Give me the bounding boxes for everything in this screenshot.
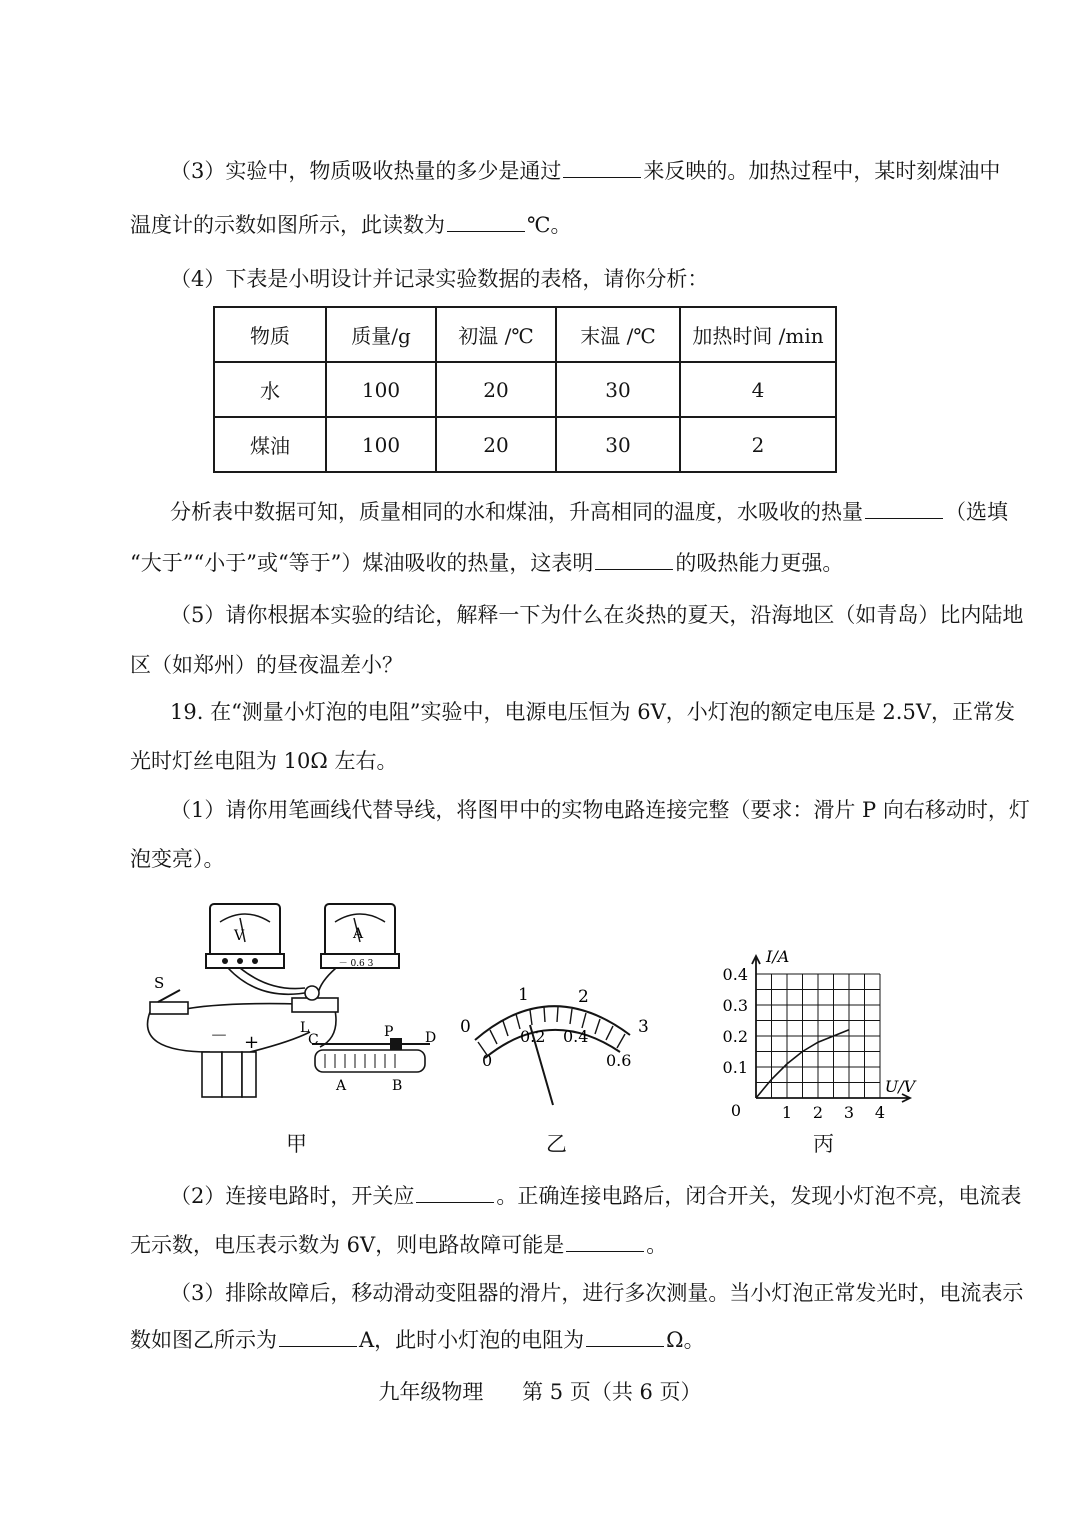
q19-p2-line1 [170, 1181, 1021, 1211]
rheostat-a-label: A [336, 1078, 347, 1094]
chart-y-tick-label: 0.1 [722, 1058, 748, 1077]
outer-scale-0: 0 [460, 1017, 471, 1037]
slider-label: P [384, 1024, 394, 1040]
q19-p3-text-b: 数如图乙所示为 [130, 1328, 277, 1352]
q18-p3-text-d: ℃。 [527, 213, 572, 237]
q18-p4-intro [170, 264, 708, 294]
table-cell: 4 [680, 362, 836, 417]
chart-grid [756, 974, 880, 1098]
q18-analysis-blank-2[interactable] [595, 549, 673, 570]
figure-jia-circuit [140, 892, 460, 1122]
battery-plus: + [244, 1032, 260, 1053]
figure-jia-label: 甲 [286, 1132, 307, 1156]
rheostat-b-label: B [392, 1078, 403, 1094]
q19-p2-text-c: 无示数，电压表示数为 6V，则电路故障可能是 [130, 1233, 565, 1257]
figure-yi-dial [450, 980, 660, 1130]
q19-intro-text-b: 光时灯丝电阻为 10Ω 左右。 [130, 749, 398, 773]
table-cell: 20 [436, 417, 556, 472]
inner-scale-0: 0 [482, 1051, 493, 1070]
figure-bing-label: 丙 [813, 1132, 834, 1156]
footer-subject: 九年级物理 [378, 1380, 484, 1404]
data-table [213, 306, 837, 473]
table-row [214, 417, 836, 472]
chart-x-axis-label: U/V [884, 1077, 916, 1096]
q18-p3-line1 [170, 156, 1000, 186]
q18-p5-text-b: 区（如郑州）的昼夜温差小？ [130, 653, 403, 677]
table-header-row [214, 307, 836, 362]
q18-p3-text-b: 来反映的。加热过程中，某时刻煤油中 [643, 159, 1001, 183]
q19-p3-text-a: （3）排除故障后，移动滑动变阻器的滑片，进行多次测量。当小灯泡正常发光时，电流表示 [170, 1281, 1024, 1305]
q18-analysis-blank-1[interactable] [865, 498, 943, 519]
q18-analysis-line2 [130, 548, 843, 578]
q18-p5-text-a: （5）请你根据本实验的结论，解释一下为什么在炎热的夏天，沿海地区（如青岛）比内陆地 [170, 603, 1024, 627]
q18-analysis-line1 [170, 497, 1008, 527]
outer-scale-3: 3 [638, 1017, 649, 1037]
table-cell: 30 [556, 417, 680, 472]
q19-p2-blank-1[interactable] [416, 1182, 494, 1203]
chart-y-tick-label: 0.4 [722, 965, 748, 984]
chart-y-tick-label: 0.3 [722, 996, 748, 1015]
q18-p3-blank-1[interactable] [563, 157, 641, 178]
voltmeter-label: V [233, 928, 245, 944]
chart-y-tick-label: 0.2 [722, 1027, 748, 1046]
q19-p1-line2 [130, 844, 225, 874]
q18-analysis-text-c: “大于”“小于”或“等于”）煤油吸收的热量，这表明 [130, 551, 594, 575]
q19-p3-text-d: Ω。 [666, 1328, 705, 1352]
q19-p3-line2 [130, 1325, 705, 1355]
footer-page-number: 第 5 页（共 6 页） [522, 1380, 702, 1404]
figure-bing-chart [718, 948, 918, 1123]
rheostat-d-label: D [425, 1030, 437, 1046]
q19-p3-blank-1[interactable] [279, 1326, 357, 1347]
chart-x-tick-label: 3 [843, 1103, 855, 1122]
q19-p2-line2 [130, 1230, 667, 1260]
inner-scale-06: 0.6 [606, 1051, 632, 1070]
ammeter-terminals: － 0.6 3 [338, 959, 374, 969]
chart-y-axis-label: I/A [766, 948, 790, 966]
outer-scale-1: 1 [518, 985, 529, 1005]
inner-scale-04: 0.4 [563, 1027, 589, 1046]
q18-analysis-text-d: 的吸热能力更强。 [675, 551, 844, 575]
q18-p4-text: （4）下表是小明设计并记录实验数据的表格，请你分析： [170, 267, 709, 291]
q19-intro-line2 [130, 746, 397, 776]
q19-p2-text-d: 。 [646, 1233, 668, 1257]
q19-intro-text-a: 19. 在“测量小灯泡的电阻”实验中，电源电压恒为 6V，小灯泡的额定电压是 2.5V，正常发 [170, 700, 1015, 724]
table-row [214, 362, 836, 417]
table-header-cell: 质量/g [326, 307, 436, 362]
q19-intro-line1 [170, 697, 1015, 727]
battery-icon [202, 1026, 259, 1097]
rheostat-icon [308, 1024, 436, 1094]
q19-p3-text-c: A，此时小灯泡的电阻为 [359, 1328, 585, 1352]
q18-analysis-text-b: （选填 [945, 500, 1008, 524]
q19-p1-text-a: （1）请你用笔画线代替导线，将图甲中的实物电路连接完整（要求：滑片 P 向右移动时，灯 [170, 798, 1030, 822]
ammeter-icon [321, 904, 399, 969]
table-header-cell: 末温 /℃ [556, 307, 680, 362]
table-header-cell: 初温 /℃ [436, 307, 556, 362]
q18-p3-text-a: （3）实验中，物质吸收热量的多少是通过 [170, 159, 562, 183]
lamp-label: L [300, 1020, 310, 1036]
battery-minus: － [210, 1026, 228, 1047]
switch-label: S [154, 974, 165, 992]
table-cell: 煤油 [214, 417, 326, 472]
chart-x-tick-label: 2 [812, 1103, 824, 1122]
figure-yi-label: 乙 [546, 1132, 567, 1156]
q19-p2-text-b: 。正确连接电路后，闭合开关，发现小灯泡不亮，电流表 [496, 1184, 1022, 1208]
table-cell: 30 [556, 362, 680, 417]
q19-p2-text-a: （2）连接电路时，开关应 [170, 1184, 415, 1208]
q19-p3-blank-2[interactable] [586, 1326, 664, 1347]
q18-p5-line1 [170, 600, 1023, 630]
q18-p3-blank-2[interactable] [447, 211, 525, 232]
table-cell: 100 [326, 417, 436, 472]
q19-p1-line1 [170, 795, 1030, 825]
switch-icon [150, 974, 188, 1014]
q18-p3-text-c: 温度计的示数如图所示，此读数为 [130, 213, 445, 237]
rheostat-c-label: C [308, 1032, 319, 1048]
table-cell: 水 [214, 362, 326, 417]
table-header-cell: 加热时间 /min [680, 307, 836, 362]
q19-p3-line1 [170, 1278, 1023, 1308]
q18-p5-line2 [130, 650, 403, 680]
chart-x-tick-label: 4 [874, 1103, 886, 1122]
chart-origin-label: 0 [730, 1101, 742, 1120]
table-header-cell: 物质 [214, 307, 326, 362]
inner-scale-02: 0.2 [520, 1027, 546, 1046]
chart-y-axis [752, 956, 760, 1098]
q18-analysis-text-a: 分析表中数据可知，质量相同的水和煤油，升高相同的温度，水吸收的热量 [170, 500, 863, 524]
outer-scale-2: 2 [578, 987, 589, 1007]
table-cell: 2 [680, 417, 836, 472]
ammeter-label: A [352, 926, 364, 942]
q18-p3-line2 [130, 210, 572, 240]
table-cell: 100 [326, 362, 436, 417]
voltmeter-icon [206, 904, 284, 968]
table-cell: 20 [436, 362, 556, 417]
page-footer [0, 1376, 1080, 1406]
q19-p1-text-b: 泡变亮）。 [130, 847, 225, 871]
chart-x-tick-label: 1 [781, 1103, 793, 1122]
q19-p2-blank-2[interactable] [566, 1231, 644, 1252]
